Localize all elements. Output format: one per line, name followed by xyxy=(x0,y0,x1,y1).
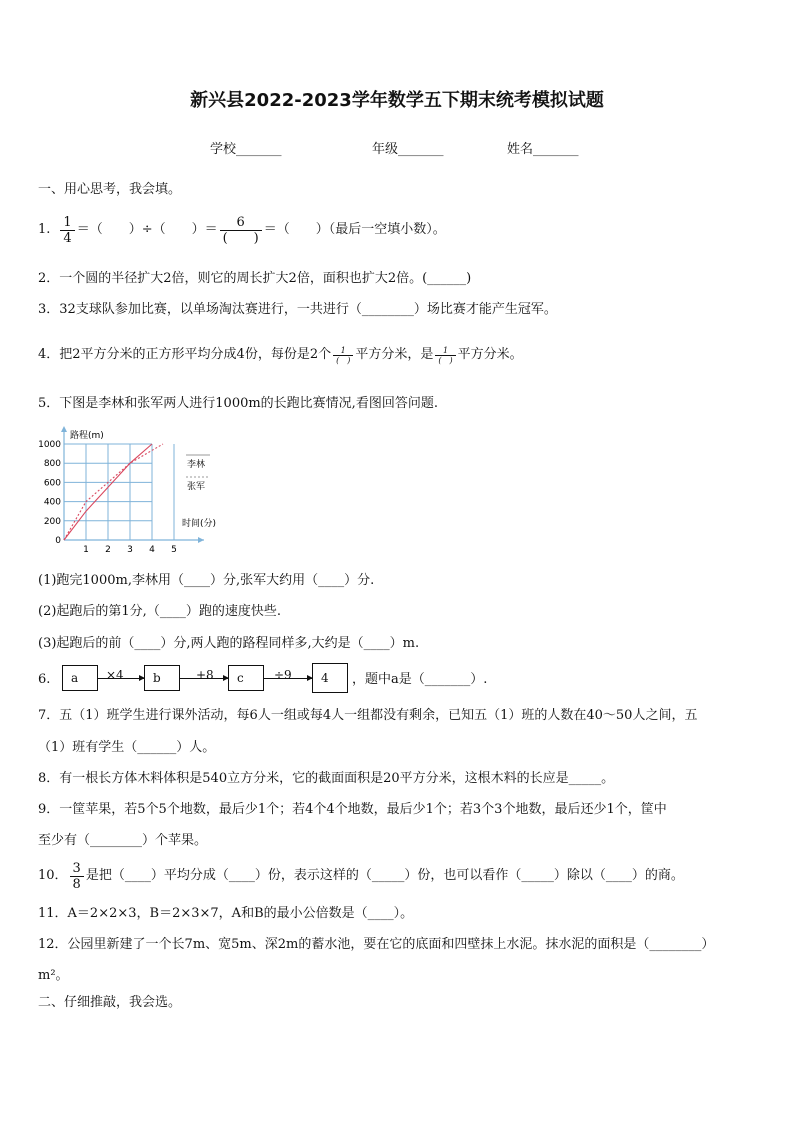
flow-box-b: b xyxy=(144,665,180,691)
question-9-line-2: 至少有（________）个苹果。 xyxy=(38,833,208,848)
numerator: 1 xyxy=(333,346,353,356)
grade-field[interactable]: 年级_______ xyxy=(372,142,444,157)
x-axis-arrow xyxy=(198,537,204,543)
y-axis-arrow xyxy=(61,426,67,432)
q4-text-mid: 平方分米，是 xyxy=(355,347,434,362)
numerator: 6 xyxy=(220,215,262,231)
question-4 xyxy=(38,342,523,368)
denominator: ( ) xyxy=(222,230,259,246)
q4-text-post: 平方分米。 xyxy=(457,347,523,362)
y-tick-label: 400 xyxy=(43,497,61,508)
flow-box-result: 4 xyxy=(312,663,348,693)
y-tick-label: 600 xyxy=(43,478,61,489)
question-9-line-1: 9．一筐苹果，若5个5个地数，最后少1个；若4个4个地数，最后少1个；若3个3个地数，最后还少1个，筐中 xyxy=(38,802,667,817)
question-5-1: (1)跑完1000m,李林用（____）分,张军大约用（____）分. xyxy=(38,573,375,588)
flow-box-c: c xyxy=(228,665,264,691)
q1-text-part2: ＝（ ）（最后一空填小数）。 xyxy=(263,222,446,237)
page-title: 新兴县2022-2023学年数学五下期末统考模拟试题 xyxy=(190,90,604,111)
x-tick-label: 4 xyxy=(149,545,155,555)
flow-op-multiply: ×4 xyxy=(106,668,124,682)
question-12-line-2: m²。 xyxy=(38,968,69,983)
question-7-line-1: 7．五（1）班学生进行课外活动，每6人一组或每4人一组都没有剩余，已知五（1）班的人数在40～50人之间，五 xyxy=(38,708,698,723)
question-7-line-2: （1）班有学生（______）人。 xyxy=(38,740,216,755)
question-3: 3．32支球队参加比赛，以单场淘汰赛进行，一共进行（________）场比赛才能产生冠军。 xyxy=(38,302,557,317)
question-5-3: (3)起跑后的前（____）分,两人跑的路程同样多,大约是（____）m. xyxy=(38,636,420,651)
q1-text-part1: ＝（ ）÷（ ）＝ xyxy=(76,222,218,237)
legend-label: 李林 xyxy=(187,460,206,470)
race-distance-chart xyxy=(30,422,220,558)
x-tick-label: 5 xyxy=(171,545,177,555)
q4-text-pre: 4．把2平方分米的正方形平均分成4份，每份是2个 xyxy=(38,347,332,362)
flow-op-divide: ÷9 xyxy=(274,668,292,682)
denominator: ( ) xyxy=(438,355,453,365)
question-5: 5．下图是李林和张军两人进行1000m的长跑比赛情况,看图回答问题. xyxy=(38,396,438,411)
school-field[interactable]: 学校_______ xyxy=(210,142,282,157)
y-tick-label: 200 xyxy=(43,516,61,527)
legend-label: 张军 xyxy=(187,482,206,492)
x-tick-label: 1 xyxy=(83,545,89,555)
denominator: 8 xyxy=(72,876,81,892)
fraction-six-over-blank xyxy=(220,215,262,246)
question-number: 10． xyxy=(38,868,68,883)
x-axis-label: 时间(分) xyxy=(182,519,217,529)
flow-op-add: +8 xyxy=(196,668,214,682)
small-fraction-1 xyxy=(333,346,353,365)
question-1 xyxy=(38,212,446,248)
x-tick-label: 3 xyxy=(127,545,133,555)
question-8: 8．有一根长方体木料体积是540立方分米，它的截面面积是20平方分米，这根木料的长应是_____。 xyxy=(38,771,615,786)
flow-box-a: a xyxy=(62,665,98,691)
question-11: 11．A＝2×2×3，B＝2×3×7，A和B的最小公倍数是（____）。 xyxy=(38,906,414,921)
section-2-heading: 二、仔细推敲，我会选。 xyxy=(38,995,182,1010)
numerator: 1 xyxy=(60,215,74,231)
question-6-text: ，题中a是（_______）. xyxy=(352,672,488,687)
numerator: 3 xyxy=(70,861,84,877)
question-5-2: (2)起跑后的第1分,（____）跑的速度快些. xyxy=(38,604,281,619)
numerator: 1 xyxy=(435,346,455,356)
q10-text: 是把（____）平均分成（____）份，表示这样的（_____）份，也可以看作（_____）除以（____）的商。 xyxy=(85,868,684,883)
y-tick-label: 1000 xyxy=(38,440,61,450)
question-10 xyxy=(38,857,684,895)
section-1-heading: 一、用心思考，我会填。 xyxy=(38,182,182,197)
question-number: 1. xyxy=(38,222,51,237)
y-tick-label: 800 xyxy=(43,459,61,470)
question-6-number: 6. xyxy=(38,672,51,687)
denominator: ( ) xyxy=(336,355,351,365)
y-axis-label: 路程(m) xyxy=(70,431,104,441)
y-tick-label: 0 xyxy=(55,536,61,546)
fraction-three-eighths xyxy=(70,861,84,892)
question-12-line-1: 12．公园里新建了一个长7m、宽5m、深2m的蓄水池，要在它的底面和四壁抹上水泥。抹水泥的面积是（________） xyxy=(38,937,715,952)
small-fraction-2 xyxy=(435,346,455,365)
question-2: 2．一个圆的半径扩大2倍，则它的周长扩大2倍，面积也扩大2倍。(______) xyxy=(38,271,472,286)
denominator: 4 xyxy=(63,230,72,246)
series-line-2 xyxy=(64,444,163,540)
name-field[interactable]: 姓名_______ xyxy=(507,142,579,157)
fraction-one-quarter xyxy=(60,215,74,246)
x-tick-label: 2 xyxy=(105,545,111,555)
